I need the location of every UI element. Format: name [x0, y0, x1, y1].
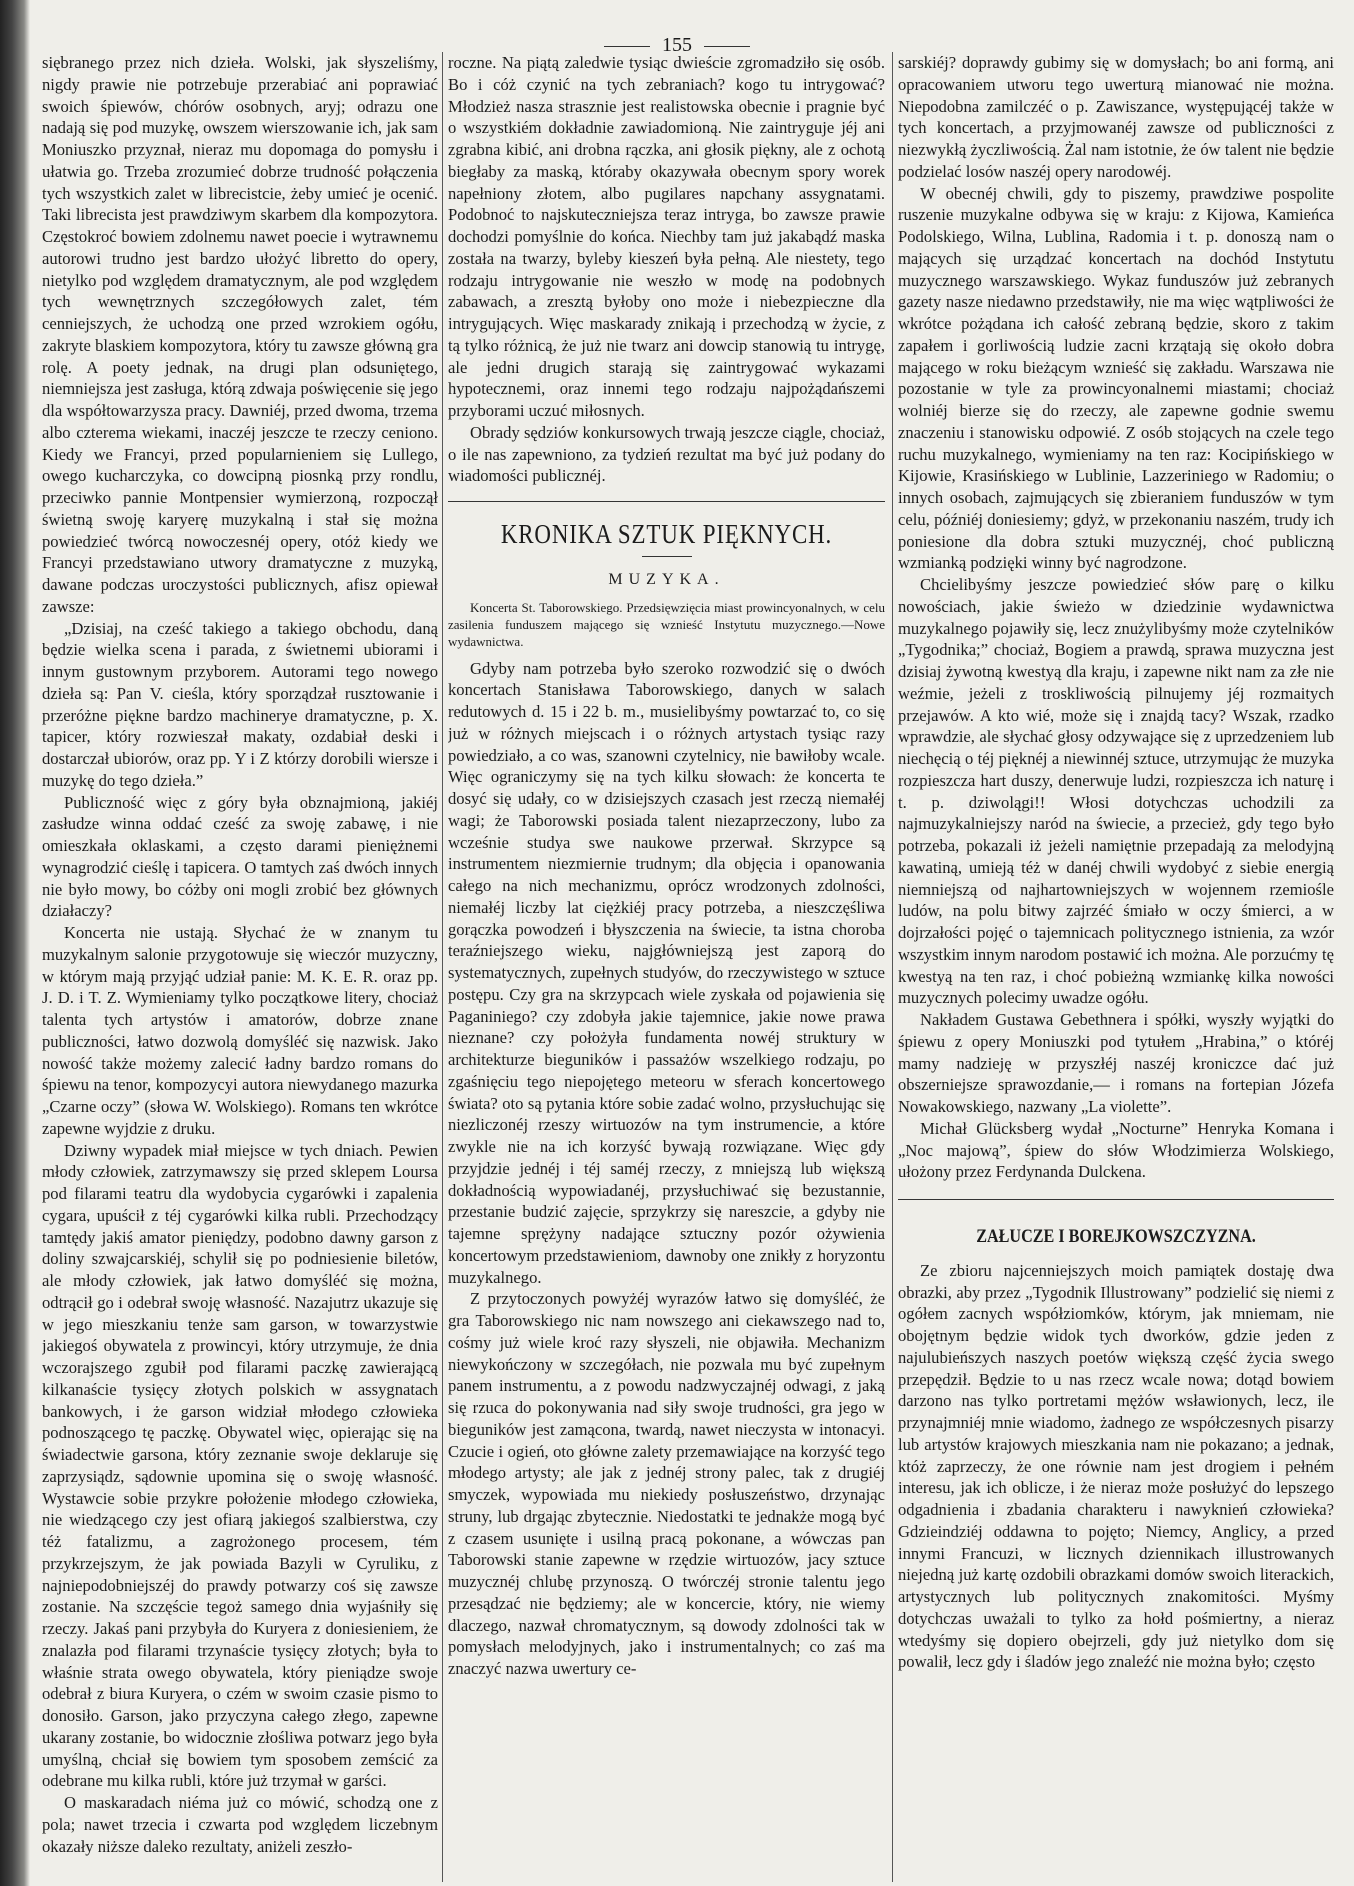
paragraph: sarskiéj? doprawdy gubimy się w domysłach; bo ani formą, ani opracowaniem utworu tego uwerturą mianować nie można. Niepodobna zamilczéć o p. Zawiszance, występującéj także w tych koncertach, a przyjmowanéj zawsze od publiczności z niezwykłą życzliwością. Żal nam istotnie, że ów talent nie będzie podzielać losów naszéj opery narodowéj. [898, 53, 1334, 181]
paragraph: W obecnéj chwili, gdy to piszemy, prawdziwe pospolite ruszenie muzykalne odbywa się w kraju: z Kijowa, Kamieńca Podolskiego, Wilna, Lublina, Radomia i t. p. donoszą nam o mających się urządzać koncertach na dochód Instytutu muzycznego warszawskiego. Wykaz funduszów już zebranych gazety nasze niedawno przedstawiły, nie ma więc wątpliwości że wkrótce pożądana ich całość zebraną będzie, skoro z takim zapałem i gorliwością ludzie zacni krzątają się około dobra mającego w roku bieżącym wznieść się zakładu. Warszawa nie pozostanie w tyle za prowincyonalnemi miastami; chociaż wolniéj bierze się do rzeczy, ale zapewne godnie swemu znaczeniu i stanowisku odpowié. Z osób stojących na czele tego ruchu muzykalnego, wymieniamy na ten raz: Kocipińskiego w Kijowie, Krasińskiego w Lublinie, Lazzeriniego w Radomiu; o innych osobach, zajmujących się zbieraniem funduszów w tym celu, późniéj doniesiemy; gdyż, w przekonaniu naszém, trudy ich poniesione dla dobra sztuki muzycznéj, choć publiczną wzmianką podzięki winny być nagrodzone. [898, 183, 1334, 573]
column-2 [448, 52, 885, 1882]
divider [704, 46, 750, 47]
paragraph: „Dzisiaj, na cześć takiego a takiego obchodu, daną będzie wielka scena i parada, z świetnemi ubiorami i innym gustownym przyborem. Autorami tego nowego dzieła są: Pan V. cieśla, który sporządzał rusztowanie i przeróżne piękne bardzo machinerye dramatyczne, p. X. tapicer, który rozwieszał makaty, ozdabiał deski i dostarczał ubiorów, oraz pp. Y i Z którzy dorobili wiersze i muzykę do tego dzieła.” [42, 618, 438, 790]
paragraph: siębranego przez nich dzieła. Wolski, jak słyszeliśmy, nigdy prawie nie potrzebuje przerabiać ani poprawiać swoich śpiewów, chórów osobnych, aryj; odrazu one nadają się pod muzykę, owszem wierszowanie ich, jak sam Moniuszko przyznał, nieraz mu dopomaga do pomysłu i ułatwia go. Trzeba zrozumieć dobrze trudność połączenia tych wszystkich zalet w librecistcie, żeby umieć je ocenić. Taki librecista jest prawdziwym skarbem dla kompozytora. Częstokroć bowiem zdolnemu nawet poecie i wytrawnemu autorowi trudno jest bardzo ułożyć libretto do opery, nietylko pod względem dramatycznym, ale pod względem tych wewnętrznych szczegółowych zalet, tém cenniejszych, że uchodzą one przed wzrokiem ogółu, zakryte blaskiem kompozytora, który tu zawsze główną gra rolę. A poety jednak, na drugi plan odsuniętego, niemniejsza jest zasługa, którą zdwaja poświęcenie się jego dla współtowarzysza pracy. Dawniéj, przed dwoma, trzema albo czterema wiekami, inaczéj jeszcze te rzeczy ceniono. Kiedy we Francyi, przed popularnieniem się Lullego, owego kucharczyka, co dowcipną piosnką przy rondlu, przeciwko pannie Montpensier wymierzoną, rozpoczął świetną swoję karyerę muzykalną i stał się można powiedzieć twórcą nowoczesnéj opery, otóż kiedy we Francyi przedstawiano utwory dramatyczne z muzyką, dawane podczas uroczystości publicznych, afisz opiewał zawsze: [42, 53, 438, 616]
column-3 [898, 52, 1334, 1882]
column-divider [442, 52, 443, 1882]
scan-binding-edge [0, 0, 30, 1886]
paragraph: Nakładem Gustawa Gebethnera i spółki, wyszły wyjątki do śpiewu z opery Moniuszki pod tytułem „Hrabina,” o któréj mamy nadzieję w przyszłéj naszéj kroniczce dać już obszerniejsze sprawozdanie,— i romans na fortepian Józefa Nowakowskiego, nazwany „La violette”. [898, 1010, 1334, 1116]
page-number-text: 155 [662, 34, 692, 56]
paragraph: roczne. Na piątą zaledwie tysiąc dwieście zgromadziło się osób. Bo i cóż czynić na tych zebraniach? kogo tu intrygować? Młodzież nasza strasznie jest realistowska obecnie i pragnie być o wszystkiém dokładnie zawiadomioną. Nie zaintryguje jéj ani zgrabna kibić, ani drobna rączka, ani głosik piękny, ale z ochotą biegłaby za maską, któraby okazywała obecnym spory worek napełniony złotem, albo pugilares napchany assygnatami. Podobnoć to najskuteczniejsza teraz intryga, bo zawsze prawie dochodzi pomyślnie do końca. Niechby tam już jakabądź maska została na twarzy, byleby kieszeń była pełną. Ale niestety, tego rodzaju intrygowanie nie weszło w modę na podobnych zabawach, a zresztą byłoby ono może i niebezpieczne dla intrygujących. Więc maskarady znikają i przechodzą w życie, z tą tylko różnicą, że już nie twarz ani dowcip stanowią tu intrygę, ale jedni drugich starają się zaintrygować wykazami hypotecznemi, oraz innemi tego rodzaju najpożądańszemi przyborami uczuć miłosnych. [448, 53, 885, 420]
divider [604, 46, 650, 47]
paragraph: Obrady sędziów konkursowych trwają jeszcze ciągle, chociaż, o ile nas zapewniono, za tydzień rezultat ma być już podany do wiadomości publicznéj. [448, 422, 885, 486]
paragraph: Z przytoczonych powyżéj wyrazów łatwo się domyśléć, że gra Taborowskiego nic nam nowszego ani ciekawszego nad to, cośmy już wiele kroć razy słyszeli, nie objawiła. Mechanizm niewykończony w szczegółach, nie pozwala mu być zupełnym panem instrumentu, a z powodu nadzwyczajnéj odwagi, z jaką się rzuca do pokonywania nad siły swoje trudności, gra jego w bieguników jest zamącona, twardą, nawet nieczysta w intonacyi. Czucie i ogień, oto główne zalety przemawiające na korzyść tego młodego artysty; ale jak z jednéj strony palec, tak z drugiéj smyczek, wypowiada mu niekiedy posłuszeństwo, drzynając struny, lub drgając zbytecznie. Niedostatki te jednakże mogą być z czasem usunięte i usilną pracą pokonane, a wówczas pan Taborowski stanie zapewne w rzędzie wirtuozów, jacy sztuce muzycznéj chlubę przynoszą. O twórczéj stronie talentu jego przesądzać nie będziemy; ale w koncercie, który, nie wiemy dlaczego, nazwał chromatycznym, są dowody zdolności tak w pomysłach melodyjnych, jako i instrumentalnych; co zaś ma znaczyć nazwa uwertury ce- [448, 1289, 885, 1678]
section-title-zalucze: ZAŁUCZE I BOREJKOWSZCZYZNA. [976, 1226, 1256, 1247]
paragraph: Dziwny wypadek miał miejsce w tych dniach. Pewien młody człowiek, zatrzymawszy się przed sklepem Loursa pod filarami teatru dla wydobycia cygarówki i zapalenia cygara, upuścił z téj cygarówki kilka rubli. Przechodzący tamtędy jakiś amator pieniędzy, podobno dawny garson z doliny szwajcarskiéj, schylił się po podniesienie biletów, ale młody człowiek, jak łatwo domyśléć się można, odtrącił go i odebrał swoję własność. Nazajutrz ukazuje się w jego mieszkaniu tenże sam garson, w towarzystwie jakiegoś obywatela z prowincyi, który utrzymuje, że dnia wczorajszego zgubił pod filarami paczkę zawierającą kilkanaście tysięcy złotych polskich w assygnatach bankowych, i że garson widział młodego człowieka podnoszącego tę paczkę. Obywatel więc, opierając się na świadectwie garsona, który zeznanie swoje deklaruje się zaprzysiądz, sądownie upomina się o swoję własność. Wystawcie sobie przykre położenie młodego człowieka, nie wiedzącego czy jest ofiarą jakiegoś szalbierstwa, czy téż fatalizmu, a zagrożonego procesem, tém przykrzejszym, że jak powiada Bazyli w Cyruliku, z najniepodobniejszéj do prawdy potwarzy coś się zawsze zostanie. Na szczęście tegoż samego dnia wyjaśniły się rzeczy. Jakaś pani przybyła do Kuryera z doniesieniem, że znalazła pod filarami trzynaście tysięcy złotych; była to właśnie strata owego obywatela, który pieniądze swoje odebrał z biura Kuryera, o czém w swoim czasie pismo to donosiło. Garson, jako przyczyna całego złego, zapewne ukarany zostanie, bo widocznie złośliwa potwarz jego była umyślną, chciał się bowiem tym sposobem zemścić za odebrane mu kilka rubli, które już trzymał w garści. [42, 1140, 438, 1791]
paragraph: Chcielibyśmy jeszcze powiedzieć słów parę o kilku nowościach, jakie świeżo w dziedzinie wydawnictwa muzykalnego pojawiły się, lecz znużylibyśmy może czytelników „Tygodnika;” chociaż, Bogiem a prawdą, sprawa muzyczna jest dzisiaj żywotną kwestyą dla kraju, i zapewne nikt nam za złe nie weźmie, jeżeli z troskliwością pilnujemy jéj rozmaitych przejawów. A kto wié, może się i znajdą tacy? Wszak, rzadko wprawdzie, ale słychać głosy odzywające się z uprzedzeniem lub niechęcią o téj pięknéj a niewinnéj sztuce, utrzymując że muzyka rozpieszcza hart duszy, denerwuje ludzi, rozpieszcza ich naturę i t. p. dziwolągi!! Włosi dotychczas uchodzili za najmuzykalniejszy naród na świecie, a przecież, gdy tego było potrzeba, pokazali iż jeżeli namiętnie przepadają za melodyjną kawatiną, umieją téż w danéj chwili wydobyć z siebie energią niemniejszą od najhartowniejszych w wojennem rzemiośle ludów, na polu bitwy zajrzéć śmiało w oczy śmierci, a w dojrzałości pojęć o tajemnicach politycznego istnienia, za wzór wszystkim innym narodom postawić ich można. Ale porzućmy tę kwestyą na ten raz, i choć pobieżną wzmiankę kilka nowości muzycznych polecimy uwadze ogółu. [898, 575, 1334, 1008]
section-rule [898, 1199, 1334, 1200]
section-rule [448, 501, 885, 502]
paragraph: Ze zbioru najcenniejszych moich pamiątek dostaję dwa obrazki, aby przez „Tygodnik Illustrowany” podzielić się niemi z ogółem zacnych współziomków, którym, jak mniemam, nie obojętnym będzie widok tych dworków, gdzie jeden z najulubieńszych naszych poetów większą część życia swego przepędził. Będzie to u nas rzecz wcale nowa; dotąd bowiem darzono nas tylko portretami mężów wsławionych, lecz, ile przynajmniéj mnie wiadomo, żadnego ze współczesnych pisarzy lub artystów krajowych mieszkania nam nie pokazano; a jednak, któż zaprzeczy, że one równie nam jest drogiem i pełném interesu, jak ich oblicze, i że nieraz może posłużyć do lepszego odgadnienia i zbadania charakteru i nawyknień człowieka? Gdzieindziéj oddawna to pojęto; Niemcy, Anglicy, a przed innymi Francuzi, w licznych dziennikach illustrowanych niejedną już kartę ozdobili obrazkami domów swoich literackich, artystycznych lub politycznych znakomitości. Myśmy dotychczas uważali to tylko za hołd pośmiertny, a nieraz wtedyśmy się dopiero obejrzeli, gdy już nietylko dom się powalił, lecz gdy i śladów jego znaleźć nie można było; często [898, 1260, 1334, 1672]
section-title-kronika: KRONIKA SZTUK PIĘKNYCH. [500, 519, 833, 549]
paragraph: Gdyby nam potrzeba było szeroko rozwodzić się o dwóch koncertach Stanisława Taborowskiego, danych w salach redutowych d. 15 i 22 b. m., musielibyśmy powtarzać to, co się już w różnych miejscach i o różnych artystach tysiąc razy powiedziało, a co was, szanowni czytelnicy, nie bawiłoby wcale. Więc ograniczymy się na tych kilku słowach: że koncerta te dosyć się udały, co w dzisiejszych czasach jest rzeczą niemałéj wagi; że Taborowski posiada talent niezaprzeczony, lubo za wcześnie studya swe naukowe przerwał. Skrzypce są instrumentem niezmiernie trudnym; dla objęcia i opanowania całego na nich mechanizmu, oprócz wrodzonych zdolności, niemałéj liczby lat ciężkiéj pracy potrzeba, a nieszczęśliwa gorączka powodzeń i błyszczenia na świecie, ta istna choroba teraźniejszego wieku, najgłówniejszą jest zaporą do systematycznych, zupełnych studyów, do rzeczywistego w sztuce postępu. Czy gra na skrzypcach wiele zyskała od pojawienia się Paganiniego? czy zdobyła jakie tajemnice, jakie nowe prawa nieznane? czy położyła fundamenta nowéj struktury w architekturze bieguników i passażów wszelkiego rodzaju, po zgaśnięciu tego niepojętego meteoru w sferach koncertowego świata? oto są pytania które sobie zadać wolno, przysłuchując się niezliczonéj rzeszy wirtuozów na tym instrumencie, a które zwykle nie na ich korzyść bywają rozwiązane. Więc gdy przyjdzie jednéj i téj saméj rzeczy, z mniejszą lub większą dokładnością wypowiadanéj, przysłuchiwać się bezustannie, przestanie budzić zajęcie, sprzykrzy się nareszcie, a gdyby nie tajemne sprężyny nadające sztuczny pozór ożywienia koncertowym przedstawieniom, dawnoby one znikły z horyzontu muzykalnego. [448, 658, 885, 1287]
paragraph: Michał Glücksberg wydał „Nocturne” Henryka Komana i „Noc majową”, śpiew do słów Włodzimierza Wolskiego, ułożony przez Ferdynanda Dulckena. [898, 1118, 1334, 1182]
paragraph: Publiczność więc z góry była obznajmioną, jakiéj zasłudze winna oddać cześć za swoję zabawę, i nie omieszkała oklaskami, a często darami pieniężnemi wynagrodzić cieślę i tapicera. O tamtych zaś dwóch innych nie było mowy, bo cóżby oni mogli zrobić bez głównych działaczy? [42, 792, 438, 921]
paragraph: Koncerta nie ustają. Słychać że w znanym tu muzykalnym salonie przygotowuje się wieczór muzyczny, w którym mają przyjąć udział panie: M. K. E. R. oraz pp. J. D. i T. Z. Wymieniamy tylko początkowe litery, chociaż talenta tych artystów i amatorów, dobrze znane publiczności, łatwo dozwolą domyśléć się nazwisk. Jako nowość także możemy zalecić ładny bardzo romans do śpiewu na tenor, kompozycyi autora niewydanego mazurka „Czarne oczy” (słowa W. Wolskiego). Romans ten wkrótce zapewne wyjdzie z druku. [42, 923, 438, 1138]
column-1 [42, 52, 438, 1882]
column-divider [892, 52, 893, 1882]
subsection-title-muzyka: MUZYKA. [608, 570, 725, 588]
divider [642, 556, 692, 557]
paragraph: O maskaradach niéma już co mówić, schodzą one z pola; nawet trzecia i czwarta pod względem liczebnym okazały niższe daleko rezultaty, aniżeli zeszło- [42, 1793, 438, 1856]
section-summary: Koncerta St. Taborowskiego. Przedsięwzięcia miast prowincyonalnych, w celu zasilenia funduszem mającego się wznieść Instytutu muzycznego.—Nowe wydawnictwa. [448, 599, 885, 649]
